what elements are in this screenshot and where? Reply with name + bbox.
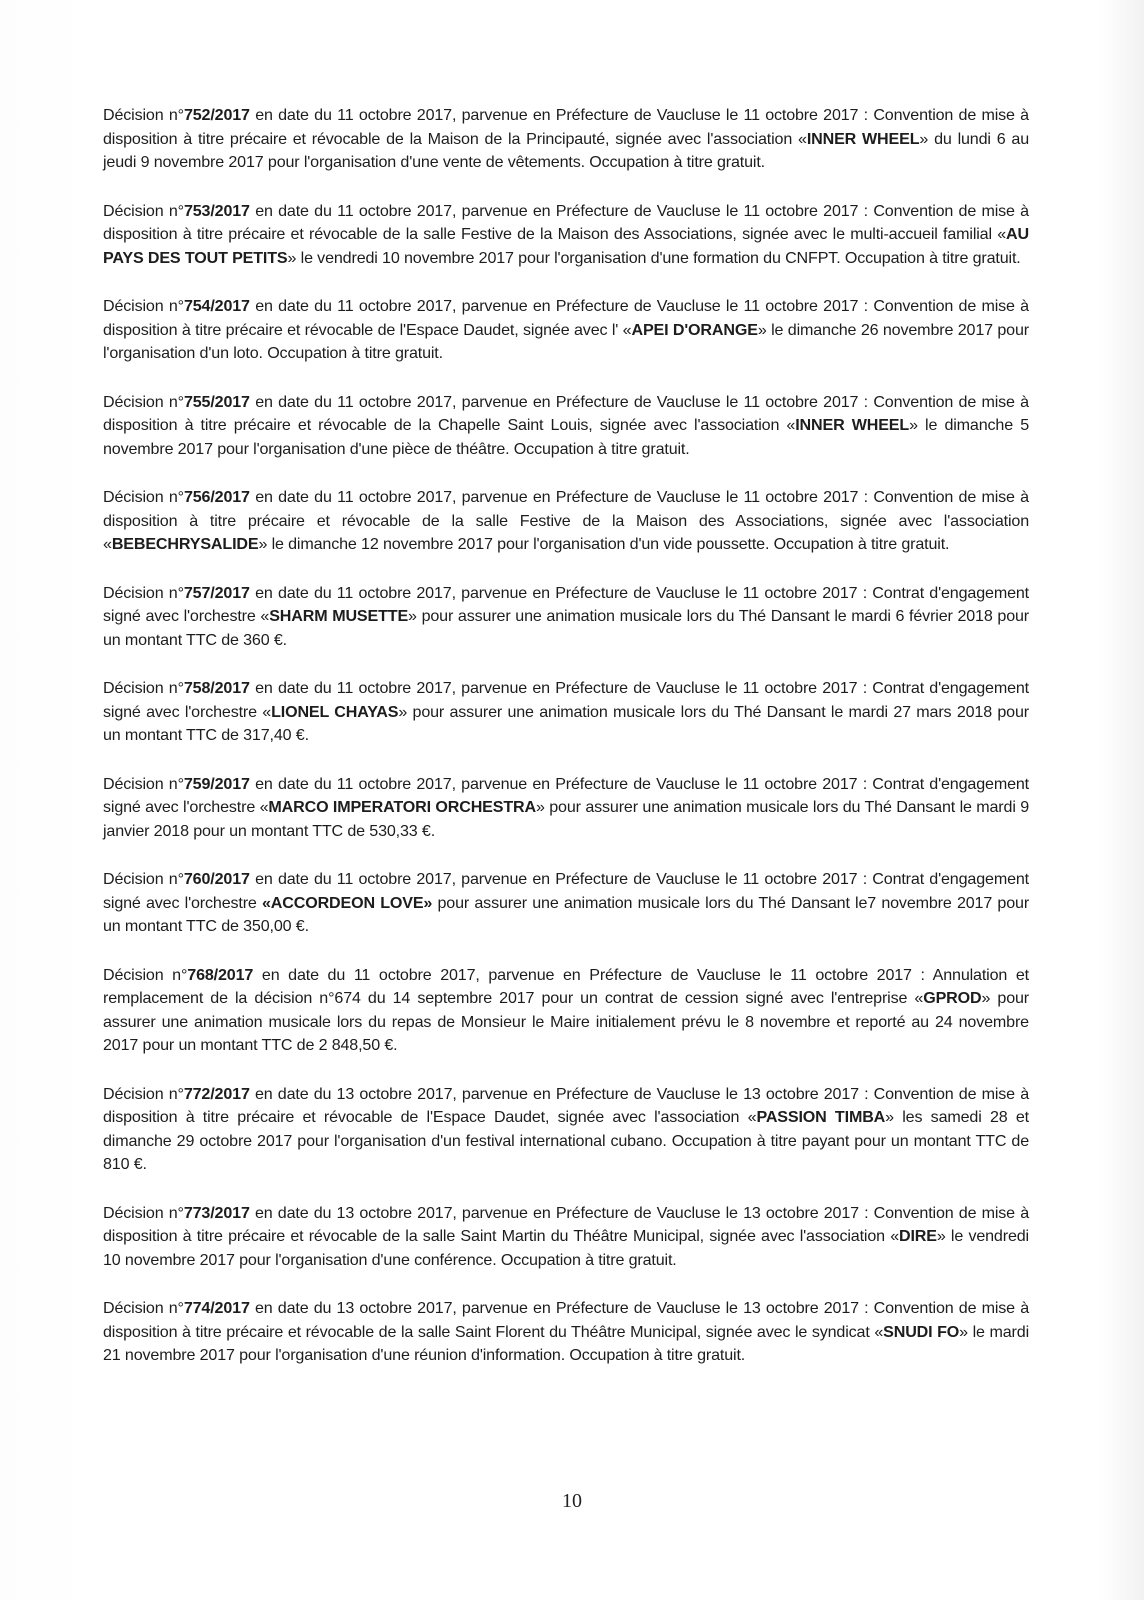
decision-number: 755/2017 — [183, 392, 250, 411]
beneficiary-name: LIONEL CHAYAS — [271, 702, 399, 721]
beneficiary-name: SNUDI FO — [883, 1322, 960, 1341]
beneficiary-name: GPROD — [923, 989, 982, 1007]
decision-number: 752/2017 — [183, 106, 250, 124]
decision-paragraph: Décision n°752/2017 en date du 11 octobre 2017, parvenue en Préfecture de Vaucluse le 11 octobre 2017 : Convention de mise à disposition à titre précaire et révocable de la Maison de la Principauté, signée avec l'association «INNER WHEEL» du lundi 6 au jeudi 9 novembre 2017 pour l'organisation d'une vente de vêtements. Occupation à titre gratuit. — [103, 106, 1029, 171]
beneficiary-name: PASSION TIMBA — [756, 1108, 886, 1126]
decision-paragraph: Décision n°774/2017 en date du 13 octobre 2017, parvenue en Préfecture de Vaucluse le 13 octobre 2017 : Convention de mise à disposition à titre précaire et révocable de la salle Saint Florent du Théâtre Municipal, signée avec le syndicat «SNUDI FO» le mardi 21 novembre 2017 pour l'organisation d'une réunion d'information. Occupation à titre gratuit. — [103, 1299, 1029, 1364]
decision-number: 754/2017 — [183, 297, 250, 315]
decision-number: 774/2017 — [183, 1299, 250, 1317]
decision-number: 757/2017 — [183, 583, 250, 602]
beneficiary-name: INNER WHEEL — [795, 416, 910, 434]
decision-paragraph: Décision n°759/2017 en date du 11 octobre 2017, parvenue en Préfecture de Vaucluse le 11 octobre 2017 : Contrat d'engagement signé avec l'orchestre «MARCO IMPERATORI ORCHESTRA» pour assurer une animation musicale lors du Thé Dansant le mardi 9 janvier 2018 pour un montant TTC de 530,33 €. — [103, 774, 1030, 840]
decision-paragraph: Décision n°768/2017 en date du 11 octobre 2017, parvenue en Préfecture de Vaucluse le 11 octobre 2017 : Annulation et remplacement de la décision n°674 du 14 septembre 2017 pour un contrat de cession signé avec l'entreprise «GPROD» pour assurer une animation musicale lors du repas de Monsieur le Maire initialement prévu le 8 novembre et reporté au 24 novembre 2017 pour un montant TTC de 2 848,50 €. — [103, 965, 1030, 1054]
decision-paragraph: Décision n°756/2017 en date du 11 octobre 2017, parvenue en Préfecture de Vaucluse le 11 octobre 2017 : Convention de mise à disposition à titre précaire et révocable de la salle Festive de la Maison des Associations, signée avec l'association «BEBECHRYSALIDE» le dimanche 12 novembre 2017 pour l'organisation d'un vide poussette. Occupation à titre gratuit. — [103, 488, 1029, 553]
beneficiary-name: DIRE — [899, 1227, 937, 1245]
decision-number: 753/2017 — [183, 201, 250, 220]
beneficiary-name: BEBECHRYSALIDE — [111, 535, 259, 553]
decision-number: 758/2017 — [183, 679, 250, 697]
decision-number: 773/2017 — [183, 1203, 250, 1222]
decision-paragraph: Décision n°773/2017 en date du 13 octobre 2017, parvenue en Préfecture de Vaucluse le 13 octobre 2017 : Convention de mise à disposition à titre précaire et révocable de la salle Saint Martin du Théâtre Municipal, signée avec l'association «DIRE» le vendredi 10 novembre 2017 pour l'organisation d'une conférence. Occupation à titre gratuit. — [103, 1203, 1029, 1269]
decision-paragraph: Décision n°754/2017 en date du 11 octobre 2017, parvenue en Préfecture de Vaucluse le 11 octobre 2017 : Convention de mise à disposition à titre précaire et révocable de l'Espace Daudet, signée avec l' «APEI D'ORANGE» le dimanche 26 novembre 2017 pour l'organisation d'un loto. Occupation à titre gratuit. — [103, 297, 1029, 362]
beneficiary-name: AU PAYS DES TOUT PETITS — [103, 225, 1029, 267]
beneficiary-name: INNER WHEEL — [806, 129, 920, 148]
page-number: 10 — [562, 1490, 582, 1512]
beneficiary-name: MARCO IMPERATORI ORCHESTRA — [268, 798, 536, 816]
decision-paragraph: Décision n°772/2017 en date du 13 octobre 2017, parvenue en Préfecture de Vaucluse le 13 octobre 2017 : Convention de mise à disposition à titre précaire et révocable de l'Espace Daudet, signée avec l'association «PASSION TIMBA» les samedi 28 et dimanche 29 octobre 2017 pour l'organisation d'un festival international cubano. Occupation à titre payant pour un montant TTC de 810 €. — [103, 1084, 1029, 1173]
beneficiary-name: SHARM MUSETTE — [269, 607, 409, 625]
decision-paragraph: Décision n°760/2017 en date du 11 octobre 2017, parvenue en Préfecture de Vaucluse le 11 octobre 2017 : Contrat d'engagement signé avec l'orchestre «ACCORDEON LOVE» pour assurer une animation musicale lors du Thé Dansant le7 novembre 2017 pour un montant TTC de 350,00 €. — [103, 870, 1030, 935]
decision-number: 759/2017 — [183, 774, 250, 793]
decision-number: 756/2017 — [183, 488, 250, 506]
decision-paragraph: Décision n°753/2017 en date du 11 octobre 2017, parvenue en Préfecture de Vaucluse le 11 octobre 2017 : Convention de mise à disposition à titre précaire et révocable de la salle Festive de la Maison des Associations, signée avec le multi-accueil familial «AU PAYS DES TOUT PETITS» le vendredi 10 novembre 2017 pour l'organisation d'une formation du CNFPT. Occupation à titre gratuit. — [103, 201, 1029, 267]
decision-number: 772/2017 — [183, 1084, 250, 1103]
beneficiary-name: «ACCORDEON LOVE» — [262, 893, 433, 912]
beneficiary-name: APEI D'ORANGE — [631, 320, 758, 339]
decision-paragraph: Décision n°758/2017 en date du 11 octobre 2017, parvenue en Préfecture de Vaucluse le 11 octobre 2017 : Contrat d'engagement signé avec l'orchestre «LIONEL CHAYAS» pour assurer une animation musicale lors du Thé Dansant le mardi 27 mars 2018 pour un montant TTC de 317,40 €. — [103, 679, 1029, 744]
decision-paragraph: Décision n°755/2017 en date du 11 octobre 2017, parvenue en Préfecture de Vaucluse le 11 octobre 2017 : Convention de mise à disposition à titre précaire et révocable de la Chapelle Saint Louis, signée avec l'association «INNER WHEEL» le dimanche 5 novembre 2017 pour l'organisation d'une pièce de théâtre. Occupation à titre gratuit. — [103, 392, 1029, 458]
decision-paragraph: Décision n°757/2017 en date du 11 octobre 2017, parvenue en Préfecture de Vaucluse le 11 octobre 2017 : Contrat d'engagement signé avec l'orchestre «SHARM MUSETTE» pour assurer une animation musicale lors du Thé Dansant le mardi 6 février 2018 pour un montant TTC de 360 €. — [103, 583, 1029, 649]
decision-number: 768/2017 — [187, 965, 254, 984]
decisions-list — [103, 104, 1029, 1393]
decision-number: 760/2017 — [183, 870, 250, 888]
